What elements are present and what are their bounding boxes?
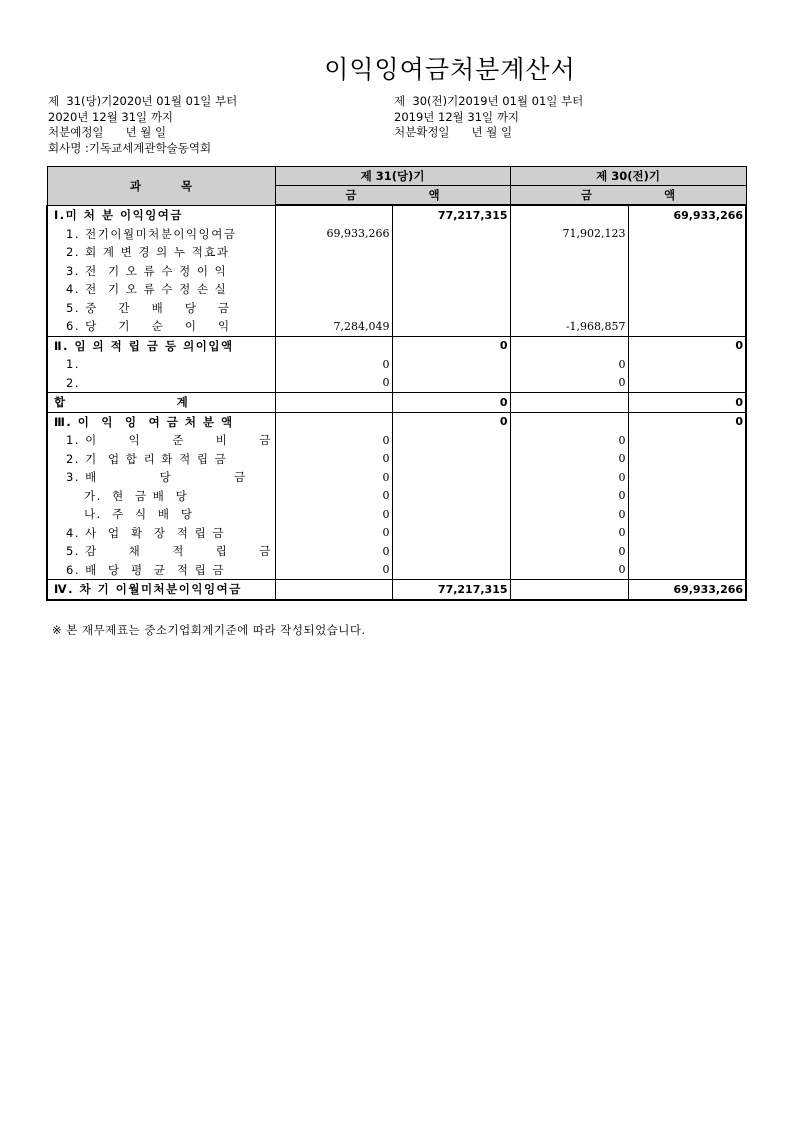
current-detail-amount: 0	[275, 431, 392, 450]
prior-total-amount	[628, 299, 746, 318]
meta-left	[48, 94, 237, 156]
current-total-amount	[392, 468, 510, 487]
current-total-amount	[392, 542, 510, 561]
prior-total-amount: 69,933,266	[628, 205, 746, 225]
current-total-amount	[392, 524, 510, 543]
prior-total-amount	[628, 431, 746, 450]
prior-detail-amount: 0	[510, 524, 628, 543]
current-total-amount	[392, 374, 510, 393]
prior-detail-amount: -1,968,857	[510, 317, 628, 336]
current-total-amount	[392, 505, 510, 524]
current-detail-amount	[275, 280, 392, 299]
current-detail-amount	[275, 580, 392, 600]
prior-total-amount: 69,933,266	[628, 580, 746, 600]
statement-table	[46, 166, 747, 601]
prior-detail-amount	[510, 299, 628, 318]
table-row	[47, 487, 746, 506]
prior-total-amount	[628, 468, 746, 487]
table-row	[47, 524, 746, 543]
disposal-date-confirmed: 처분확정일 년 월 일	[394, 125, 513, 139]
prior-total-amount	[628, 374, 746, 393]
current-detail-amount: 0	[275, 505, 392, 524]
current-detail-amount	[275, 205, 392, 225]
company-name: 회사명 :기독교세계관학술동역회	[48, 140, 212, 155]
table-row	[47, 431, 746, 450]
prior-total-amount	[628, 262, 746, 281]
current-total-amount: 77,217,315	[392, 580, 510, 600]
row-label: 합 계	[47, 393, 275, 413]
current-detail-amount	[275, 243, 392, 262]
table-row	[47, 205, 746, 225]
prior-total-amount	[628, 280, 746, 299]
prior-detail-amount	[510, 412, 628, 431]
current-detail-amount: 0	[275, 355, 392, 374]
table-row	[47, 225, 746, 244]
prior-detail-amount	[510, 336, 628, 355]
table-row	[47, 468, 746, 487]
prior-period-header: 제 30(전)기	[510, 167, 746, 186]
current-total-amount	[392, 317, 510, 336]
prior-detail-amount	[510, 280, 628, 299]
current-detail-amount: 0	[275, 468, 392, 487]
prior-detail-amount: 0	[510, 468, 628, 487]
row-label: 2. 회 계 변 경 의 누 적효과	[47, 243, 275, 262]
table-row	[47, 336, 746, 355]
prior-total-amount	[628, 524, 746, 543]
prior-total-amount	[628, 450, 746, 469]
current-detail-amount: 0	[275, 374, 392, 393]
row-label: 5. 중 간 배 당 금	[47, 299, 275, 318]
current-detail-amount	[275, 262, 392, 281]
current-total-amount: 77,217,315	[392, 205, 510, 225]
prior-total-amount: 0	[628, 393, 746, 413]
prior-total-amount	[628, 505, 746, 524]
current-detail-amount: 0	[275, 450, 392, 469]
current-total-amount	[392, 450, 510, 469]
prior-detail-amount: 0	[510, 431, 628, 450]
table-row	[47, 542, 746, 561]
row-label: 3. 전 기 오 류 수 정 이 익	[47, 262, 275, 281]
current-amount-header: 금 액	[275, 186, 510, 206]
prior-total-amount	[628, 561, 746, 580]
current-detail-amount: 0	[275, 487, 392, 506]
current-total-amount	[392, 487, 510, 506]
period-start-current: 제 31(당)기2020년 01월 01일 부터	[48, 94, 238, 108]
prior-total-amount: 0	[628, 336, 746, 355]
prior-total-amount	[628, 243, 746, 262]
prior-detail-amount	[510, 580, 628, 600]
table-row	[47, 243, 746, 262]
current-total-amount	[392, 561, 510, 580]
prior-total-amount	[628, 542, 746, 561]
prior-detail-amount: 71,902,123	[510, 225, 628, 244]
table-row	[47, 317, 746, 336]
table-row	[47, 561, 746, 580]
row-label: 4. 전 기 오 류 수 정 손 실	[47, 280, 275, 299]
row-label: 2. 기 업 합 리 화 적 립 금	[47, 450, 275, 469]
table-row	[47, 580, 746, 600]
current-total-amount: 0	[392, 412, 510, 431]
current-detail-amount	[275, 336, 392, 355]
prior-detail-amount	[510, 262, 628, 281]
disposal-date-planned: 처분예정일 년 월 일	[48, 125, 167, 139]
current-total-amount	[392, 262, 510, 281]
table-row	[47, 299, 746, 318]
current-detail-amount	[275, 299, 392, 318]
row-label: 6. 당 기 순 이 익	[47, 317, 275, 336]
row-label: Ⅲ. 이 익 잉 여 금 처 분 액	[47, 412, 275, 431]
current-total-amount	[392, 225, 510, 244]
row-label: 1. 전기이월미처분이익잉여금	[47, 225, 275, 244]
row-label: 5. 감 채 적 립 금	[47, 542, 275, 561]
table-row	[47, 355, 746, 374]
table-row	[47, 505, 746, 524]
footnote: ※ 본 재무제표는 중소기업회계기준에 따라 작성되었습니다.	[52, 623, 366, 637]
row-label: 1. 이 익 준 비 금	[47, 431, 275, 450]
prior-detail-amount: 0	[510, 542, 628, 561]
meta-right	[394, 94, 583, 141]
prior-detail-amount: 0	[510, 505, 628, 524]
prior-total-amount	[628, 355, 746, 374]
prior-detail-amount: 0	[510, 355, 628, 374]
row-label: Ⅱ. 임 의 적 립 금 등 의이입액	[47, 336, 275, 355]
current-total-amount	[392, 243, 510, 262]
period-end-prior: 2019년 12월 31일 까지	[394, 109, 520, 124]
table-row	[47, 450, 746, 469]
prior-total-amount	[628, 487, 746, 506]
row-label: 나. 주 식 배 당	[47, 505, 275, 524]
row-label: 가. 현 금 배 당	[47, 487, 275, 506]
current-total-amount	[392, 299, 510, 318]
current-detail-amount: 7,284,049	[275, 317, 392, 336]
current-detail-amount: 69,933,266	[275, 225, 392, 244]
subject-header: 과 목	[47, 167, 275, 206]
table-row	[47, 262, 746, 281]
row-label: 1.	[47, 355, 275, 374]
current-total-amount	[392, 280, 510, 299]
prior-detail-amount: 0	[510, 374, 628, 393]
current-detail-amount: 0	[275, 524, 392, 543]
current-detail-amount: 0	[275, 542, 392, 561]
prior-total-amount	[628, 225, 746, 244]
current-detail-amount: 0	[275, 561, 392, 580]
current-total-amount	[392, 431, 510, 450]
header-row	[47, 167, 746, 186]
table-row	[47, 374, 746, 393]
prior-detail-amount: 0	[510, 487, 628, 506]
row-label: 6. 배 당 평 균 적 립 금	[47, 561, 275, 580]
document-title: 이익잉여금처분계산서	[324, 55, 576, 84]
current-detail-amount	[275, 412, 392, 431]
prior-detail-amount	[510, 205, 628, 225]
current-total-amount	[392, 355, 510, 374]
prior-total-amount: 0	[628, 412, 746, 431]
row-label: Ⅰ.미 처 분 이익잉여금	[47, 205, 275, 225]
current-period-header: 제 31(당)기	[275, 167, 510, 186]
prior-total-amount	[628, 317, 746, 336]
table-row	[47, 393, 746, 413]
current-total-amount: 0	[392, 393, 510, 413]
current-detail-amount	[275, 393, 392, 413]
row-label: 2.	[47, 374, 275, 393]
period-start-prior: 제 30(전)기2019년 01월 01일 부터	[394, 94, 584, 108]
prior-detail-amount: 0	[510, 450, 628, 469]
period-end-current: 2020년 12월 31일 까지	[48, 109, 174, 124]
row-label: 3. 배 당 금	[47, 468, 275, 487]
table-row	[47, 412, 746, 431]
prior-amount-header: 금 액	[510, 186, 746, 206]
prior-detail-amount: 0	[510, 561, 628, 580]
row-label: 4. 사 업 확 장 적 립 금	[47, 524, 275, 543]
prior-detail-amount	[510, 393, 628, 413]
prior-detail-amount	[510, 243, 628, 262]
current-total-amount: 0	[392, 336, 510, 355]
row-label: Ⅳ. 차 기 이월미처분이익잉여금	[47, 580, 275, 600]
table-row	[47, 280, 746, 299]
